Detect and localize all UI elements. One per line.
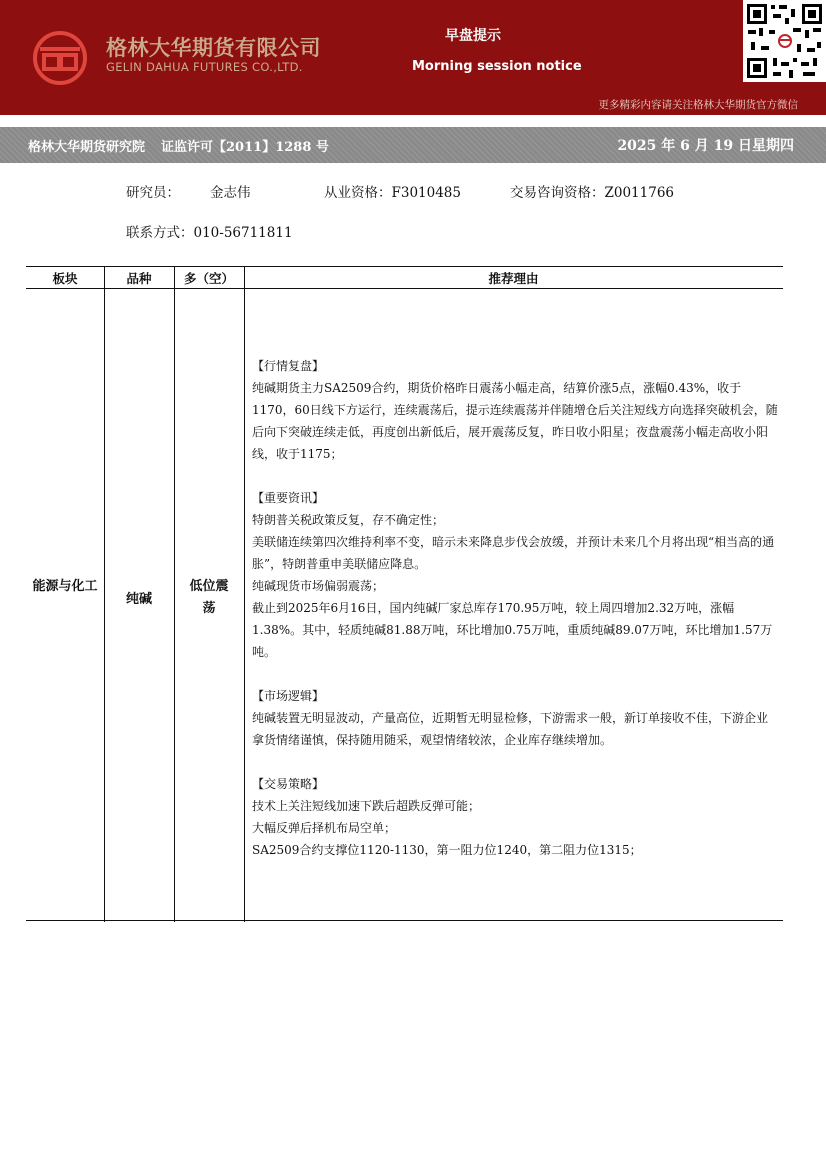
wechat-qr-code-icon (743, 0, 826, 82)
header-variety: 品种 (126, 271, 152, 286)
report-date: 2025 年 6 月 19 日星期四 (617, 138, 794, 154)
reason-heading: 【行情复盘】 (252, 359, 325, 373)
reason-heading: 【市场逻辑】 (252, 689, 325, 703)
recommendation-table (26, 266, 783, 922)
table-top-rule (26, 266, 783, 267)
consult-qualification: 交易咨询资格：Z0011766 (510, 185, 675, 201)
institute-bar (0, 127, 826, 163)
header-direction: 多（空） (183, 271, 234, 286)
column-divider (104, 266, 105, 922)
reason-paragraph: 技术上关注短线加速下跌后超跌反弹可能； (252, 799, 481, 813)
paragraph-gap (252, 751, 778, 773)
reason-paragraph: 大幅反弹后择机布局空单； (252, 821, 397, 835)
researcher-name: 金志伟 (210, 185, 251, 201)
institute-name: 格林大华期货研究院 (28, 140, 146, 155)
variety-cell: 纯碱 (125, 592, 152, 607)
company-logo-icon (32, 30, 88, 86)
column-divider (244, 266, 245, 922)
report-title-en: Morning session notice (412, 59, 582, 74)
wechat-follow-note: 更多精彩内容请关注格林大华期货官方微信 (598, 99, 798, 111)
recommendation-reason (252, 355, 778, 861)
header-reason: 推荐理由 (488, 271, 539, 286)
direction-cell: 低位震荡 (189, 579, 229, 616)
reason-heading: 【重要资讯】 (252, 491, 325, 505)
qualification-number: 从业资格：F3010485 (324, 185, 461, 201)
company-name-cn: 格林大华期货有限公司 (106, 36, 321, 60)
reason-paragraph: 纯碱装置无明显波动，产量高位，近期暂无明显检修，下游需求一般，新订单接收不佳，下游企业拿货情绪谨慎，保持随用随采，观望情绪较浓，企业库存继续增加。 (252, 711, 769, 747)
table-header-rule (26, 288, 783, 289)
contact-info: 联系方式：010-56711811 (126, 225, 293, 241)
analyst-info (126, 181, 674, 201)
license-number: 证监许可【2011】1288 号 (161, 140, 329, 155)
table-bottom-rule (26, 920, 783, 921)
researcher-label: 研究员： (126, 185, 180, 201)
report-header (0, 0, 826, 115)
report-title-cn: 早盘提示 (445, 28, 501, 44)
reason-paragraph: 截止到2025年6月16日，国内纯碱厂家总库存170.95万吨，较上周四增加2.32万吨，涨幅1.38%。其中，轻质纯碱81.88万吨，环比增加0.75万吨，重质纯碱89.07万吨，环比增加1.57万吨。 (252, 601, 773, 659)
header-sector: 板块 (52, 271, 78, 286)
column-divider (174, 266, 175, 922)
reason-paragraph: 美联储连续第四次维持利率不变，暗示未来降息步伐会放缓，并预计未来几个月将出现“相当高的通胀”，特朗普重申美联储应降息。 (252, 535, 775, 571)
reason-paragraph: 纯碱现货市场偏弱震荡； (252, 579, 385, 593)
reason-heading: 【交易策略】 (252, 777, 325, 791)
company-name-en: GELIN DAHUA FUTURES CO.,LTD. (106, 60, 303, 74)
paragraph-gap (252, 465, 778, 487)
reason-paragraph: SA2509合约支撑位1120-1130，第一阻力位1240，第二阻力位1315； (252, 843, 642, 857)
paragraph-gap (252, 663, 778, 685)
reason-paragraph: 特朗普关税政策反复，存不确定性； (252, 513, 445, 527)
sector-cell: 能源与化工 (32, 579, 98, 594)
reason-paragraph: 纯碱期货主力SA2509合约，期货价格昨日震荡小幅走高，结算价涨5点，涨幅0.43%，收于1170，60日线下方运行，连续震荡后，提示连续震荡并伴随增仓后关注短线方向选择突破机会，随后向下突破连续走低，再度创出新低后，展开震荡反复，昨日收小阳星；夜盘震荡小幅走高收小阳线，收于1175； (252, 381, 778, 461)
institute-info (28, 136, 329, 155)
